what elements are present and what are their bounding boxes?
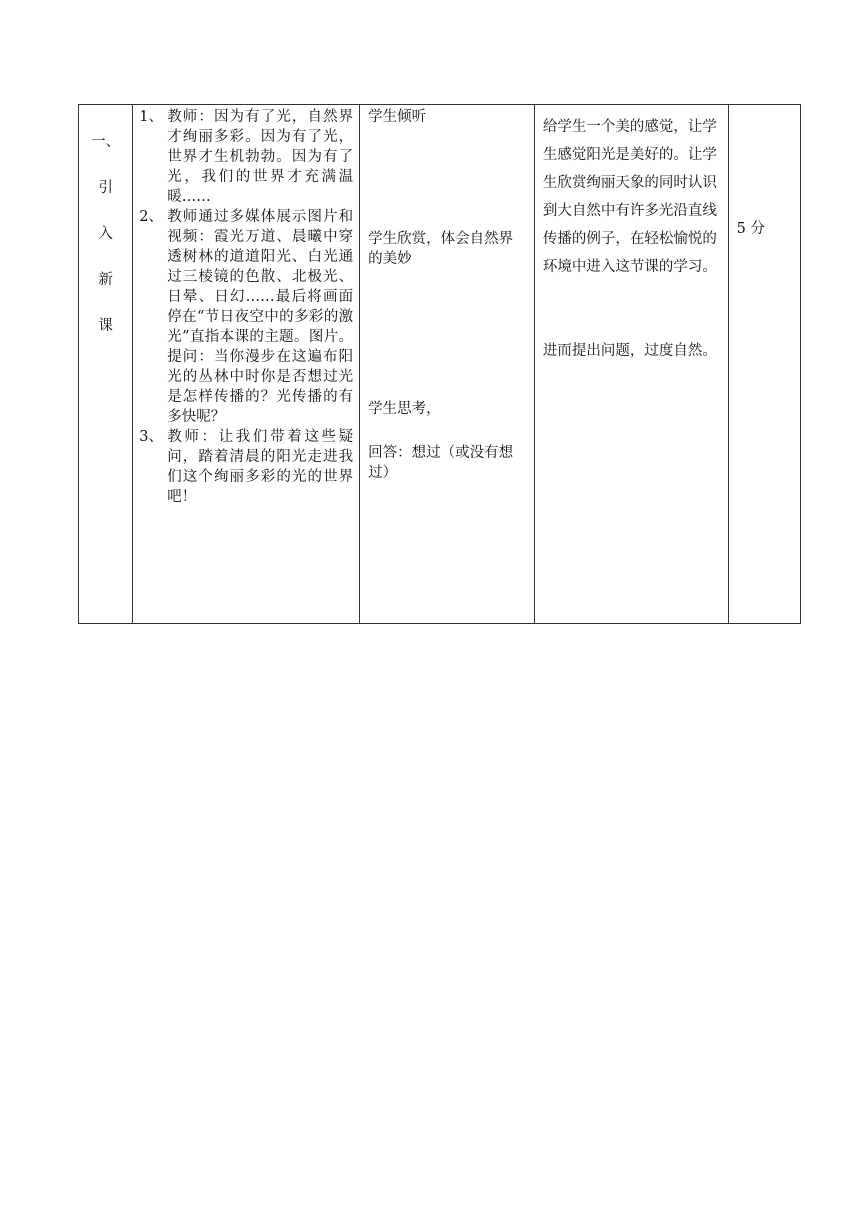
intent-paragraph-1: 给学生一个美的感觉，让学生感觉阳光是美好的。让学生欣赏绚丽天象的同时认识到大自然中有许多光沿直线传播的例子，在轻松愉悦的环境中进入这节课的学习。 xyxy=(542,119,717,275)
lesson-plan-table xyxy=(78,104,801,624)
student-answer: 回答：想过（或没有想过） xyxy=(368,445,514,481)
teacher-item xyxy=(139,427,353,507)
stage-char: 课 xyxy=(98,318,113,334)
teacher-item xyxy=(139,207,353,427)
stage-char: 引 xyxy=(98,180,113,196)
stage-cell xyxy=(79,105,133,624)
teacher-item-text: 教师通过多媒体展示图片和视频：霞光万道、晨曦中穿透树林的道道阳光、白光通过三棱镜的色散、北极光、日晕、日幻……最后将画面停在“节日夜空中的多彩的激光”直指本课的主题。图片。提问：当你漫步在这遍布阳光的丛林中时你是否想过光是怎样传播的？光传播的有多快呢？ xyxy=(167,209,354,425)
stage-char: 入 xyxy=(98,226,113,242)
stage-number: 一、 xyxy=(91,134,121,150)
time-cell xyxy=(728,105,800,624)
teacher-item xyxy=(139,107,353,207)
teacher-item-number: 3、 xyxy=(139,429,163,445)
student-activity-cell xyxy=(360,105,535,624)
teacher-item-number: 1、 xyxy=(139,109,163,125)
teacher-item-text: 教师：因为有了光，自然界才绚丽多彩。因为有了光，世界才生机勃勃。因为有了光，我们的世界才充满温暖…… xyxy=(167,109,354,205)
student-listen: 学生倾听 xyxy=(368,109,427,125)
student-appreciate: 学生欣赏，体会自然界的美妙 xyxy=(368,231,514,267)
teacher-activity-cell xyxy=(133,105,360,624)
table-row xyxy=(79,105,801,624)
teacher-item-number: 2、 xyxy=(139,209,163,225)
design-intent-cell xyxy=(534,105,728,624)
teacher-item-text: 教师：让我们带着这些疑问，踏着清晨的阳光走进我们这个绚丽多彩的光的世界吧！ xyxy=(167,429,354,505)
time-value: 5 分 xyxy=(736,221,766,237)
stage-char: 新 xyxy=(98,272,113,288)
student-think: 学生思考， xyxy=(368,401,441,417)
intent-paragraph-2: 进而提出问题，过度自然。 xyxy=(542,343,717,359)
